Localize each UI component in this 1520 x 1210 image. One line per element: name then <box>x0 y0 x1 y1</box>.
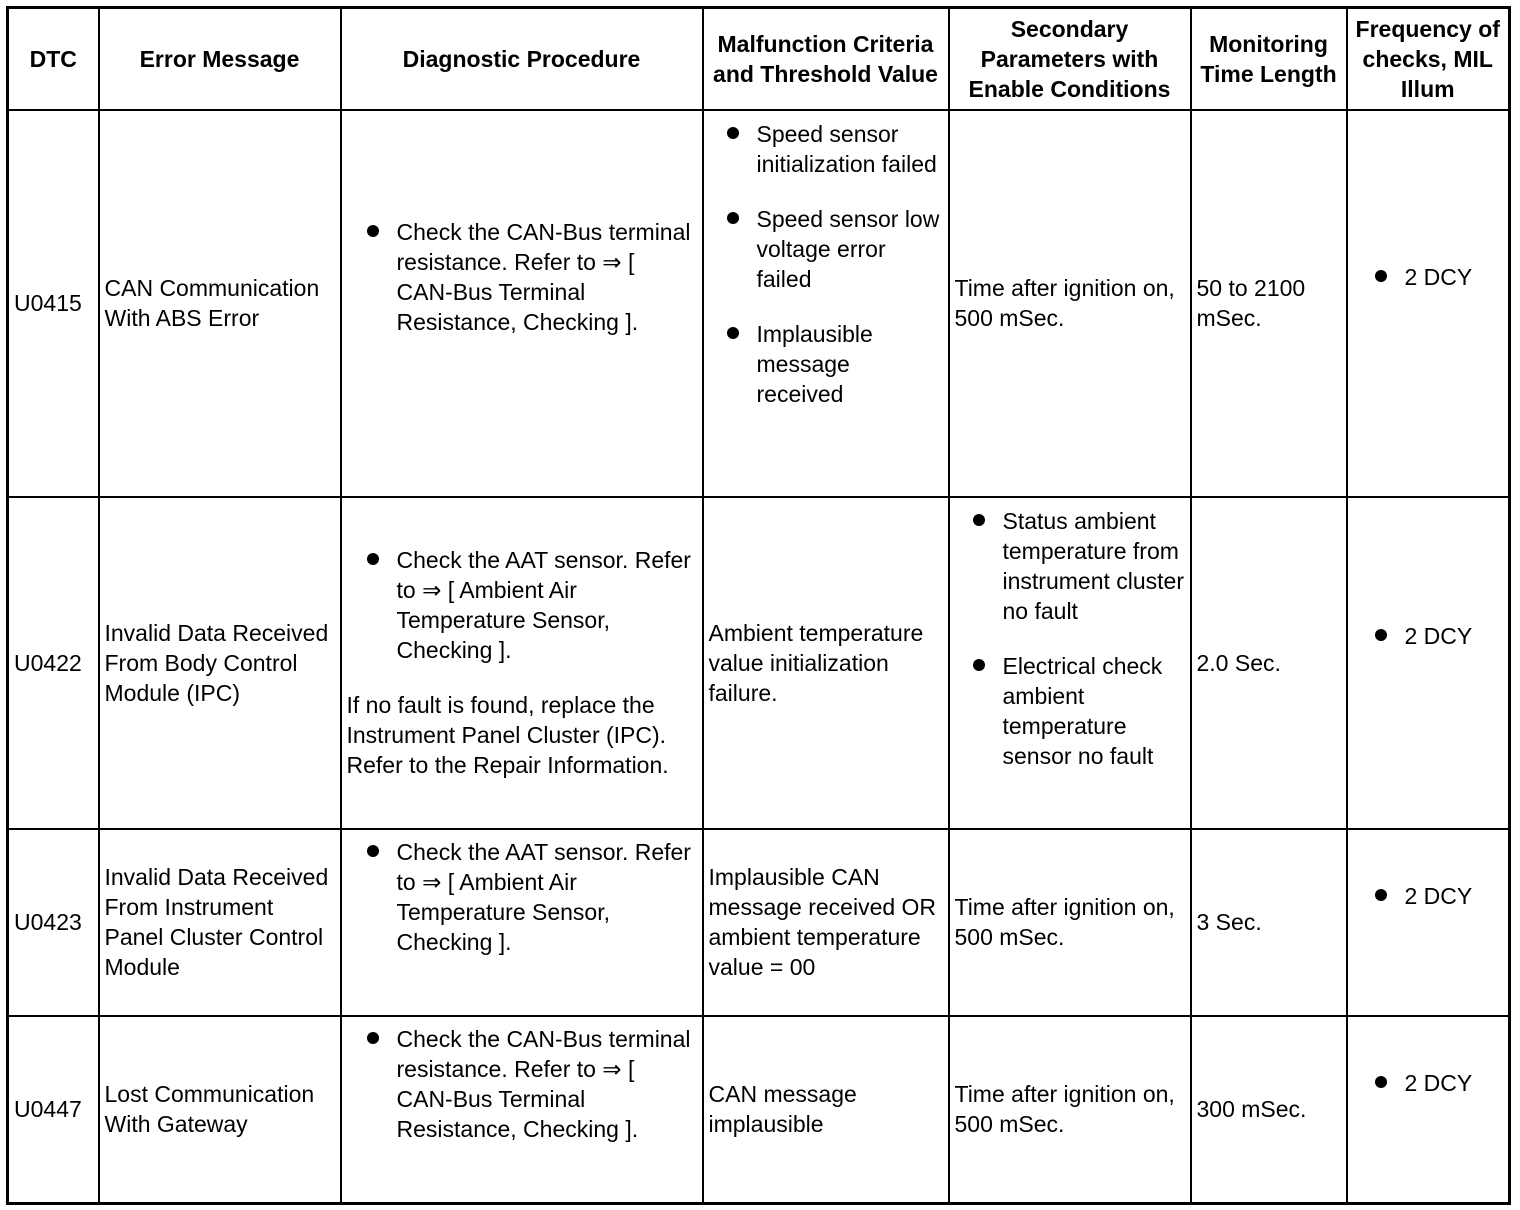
frequency-mil <box>1347 110 1510 497</box>
monitoring-time: 3 Sec. <box>1191 829 1347 1016</box>
header-dtc: DTC <box>8 8 99 110</box>
diagnostic-procedure <box>341 829 703 1016</box>
dtc-table <box>6 6 1511 1205</box>
table-row <box>8 1016 1510 1204</box>
malfunction-criteria: Ambient temperature value initialization failure. <box>703 497 949 829</box>
criteria-item: Implausible message received <box>707 319 943 409</box>
header-monitoring-time: Monitoring Time Length <box>1191 8 1347 110</box>
criteria-item: Speed sensor low voltage error failed <box>707 204 943 294</box>
secondary-parameters <box>949 497 1191 829</box>
secondary-parameters: Time after ignition on, 500 mSec. <box>949 110 1191 497</box>
header-error-message: Error Message <box>99 8 341 110</box>
criteria-item: Speed sensor initialization failed <box>707 119 943 179</box>
procedure-step: Check the AAT sensor. Refer to ⇒ [ Ambient Air Temperature Sensor, Checking ]. <box>347 545 697 665</box>
error-message: Invalid Data Received From Instrument Panel Cluster Control Module <box>99 829 341 1016</box>
monitoring-time: 300 mSec. <box>1191 1016 1347 1204</box>
dtc-code: U0447 <box>8 1016 99 1204</box>
frequency-item: 2 DCY <box>1353 262 1504 292</box>
frequency-item: 2 DCY <box>1353 1068 1504 1098</box>
diagnostic-procedure <box>341 1016 703 1204</box>
diagnostic-procedure <box>341 110 703 497</box>
secondary-parameters: Time after ignition on, 500 mSec. <box>949 1016 1191 1204</box>
monitoring-time: 50 to 2100 mSec. <box>1191 110 1347 497</box>
header-frequency: Frequency of checks, MIL Illum <box>1347 8 1510 110</box>
error-message: Lost Communication With Gateway <box>99 1016 341 1204</box>
procedure-step: Check the CAN-Bus terminal resistance. Refer to ⇒ [ CAN-Bus Terminal Resistance, Checking ]. <box>347 217 697 337</box>
table-row <box>8 110 1510 497</box>
header-malfunction-criteria: Malfunction Criteria and Threshold Value <box>703 8 949 110</box>
malfunction-criteria: Implausible CAN message received OR ambient temperature value = 00 <box>703 829 949 1016</box>
table-row <box>8 829 1510 1016</box>
frequency-mil <box>1347 497 1510 829</box>
header-diagnostic-procedure: Diagnostic Procedure <box>341 8 703 110</box>
procedure-step: Check the CAN-Bus terminal resistance. Refer to ⇒ [ CAN-Bus Terminal Resistance, Checking ]. <box>347 1024 697 1144</box>
procedure-note: If no fault is found, replace the Instrument Panel Cluster (IPC). Refer to the Repair Information. <box>346 692 669 778</box>
frequency-mil <box>1347 1016 1510 1204</box>
frequency-item: 2 DCY <box>1353 621 1504 651</box>
header-row <box>8 8 1510 110</box>
procedure-step: Check the AAT sensor. Refer to ⇒ [ Ambient Air Temperature Sensor, Checking ]. <box>347 837 697 957</box>
table-row <box>8 497 1510 829</box>
diagnostic-procedure <box>341 497 703 829</box>
secondary-parameters: Time after ignition on, 500 mSec. <box>949 829 1191 1016</box>
frequency-item: 2 DCY <box>1353 881 1504 911</box>
dtc-code: U0422 <box>8 497 99 829</box>
monitoring-time: 2.0 Sec. <box>1191 497 1347 829</box>
malfunction-criteria: CAN message implausible <box>703 1016 949 1204</box>
malfunction-criteria <box>703 110 949 497</box>
secondary-item: Status ambient temperature from instrument cluster no fault <box>953 506 1185 626</box>
dtc-code: U0423 <box>8 829 99 1016</box>
dtc-code: U0415 <box>8 110 99 497</box>
error-message: Invalid Data Received From Body Control Module (IPC) <box>99 497 341 829</box>
frequency-mil <box>1347 829 1510 1016</box>
secondary-item: Electrical check ambient temperature sensor no fault <box>953 651 1185 771</box>
header-secondary-parameters: Secondary Parameters with Enable Conditions <box>949 8 1191 110</box>
error-message: CAN Communication With ABS Error <box>99 110 341 497</box>
